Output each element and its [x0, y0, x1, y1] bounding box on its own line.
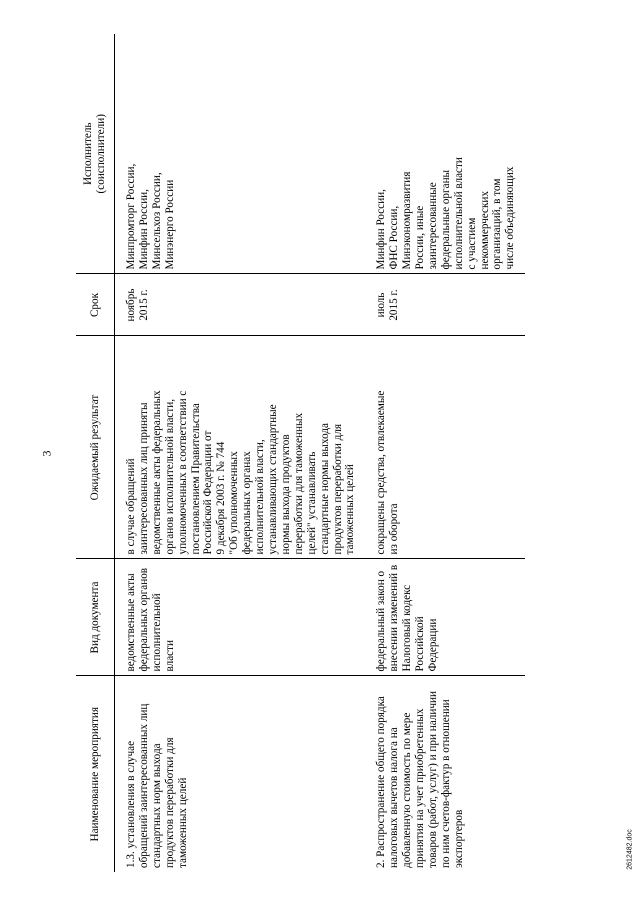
table-row	[365, 34, 525, 872]
measures-table	[76, 34, 525, 872]
cell-term: ноябрь 2015 г.	[115, 274, 366, 336]
rotated-table-block	[76, 34, 611, 872]
cell-doc-type: ведомственные акты федеральных органов исполнительной власти	[115, 559, 366, 676]
header-term: Срок	[76, 274, 115, 336]
cell-result: в случае обращений заинтересованных лиц приняты ведомственные акты федеральных органов исполнительной власти, уполномоченных в соответствии с постановлением Правительства Российской Федерации от 9 декабря 2003 г. № 744 "Об уполномоченных федеральных органах исполнительной власти, устанавливающих стандартные нормы выхода продуктов переработки для таможенных целей" устанавливать стандартные нормы выхода продуктов переработки для таможенных целей	[115, 336, 366, 559]
cell-measure: 2. Распространение общего порядка налоговых вычетов налога на добавленную стоимость по мере принятия на учет приобретенных товаров (работ, услуг) и при наличии по ним счетов-фактур в отношении экспортеров	[375, 691, 465, 868]
header-executor: Исполнитель (соисполнители)	[76, 34, 115, 274]
cell-measure: 1.3. установления в случае обращений заинтересованных лиц стандартных норм выхода продуктов переработки для таможенных целей	[125, 703, 189, 868]
cell-executor: Минпромторг России, Минфин России, Минсельхоз России, Минэнерго России	[115, 34, 366, 274]
header-doc-type: Вид документа	[76, 559, 115, 676]
header-measure: Наименование мероприятия	[76, 676, 115, 872]
cell-doc-type: федеральный закон о внесении изменений в Налоговый кодекс Российской Федерации	[365, 559, 525, 676]
table-header-row	[76, 34, 115, 872]
cell-term: июль 2015 г.	[365, 274, 525, 336]
header-result: Ожидаемый результат	[76, 336, 115, 559]
cell-result: сокращены средства, отвлекаемые из оборота	[365, 336, 525, 559]
table-row	[115, 34, 366, 872]
cell-executor: Минфин России, ФНС России, Минэкономразвития России, иные заинтересованные федеральные органы исполнительной власти с участием некоммерческих организаций, в том числе объединяющих	[365, 34, 525, 274]
footer-doc-id: 2612482.doc	[626, 829, 634, 870]
page-number: 3	[39, 450, 54, 457]
